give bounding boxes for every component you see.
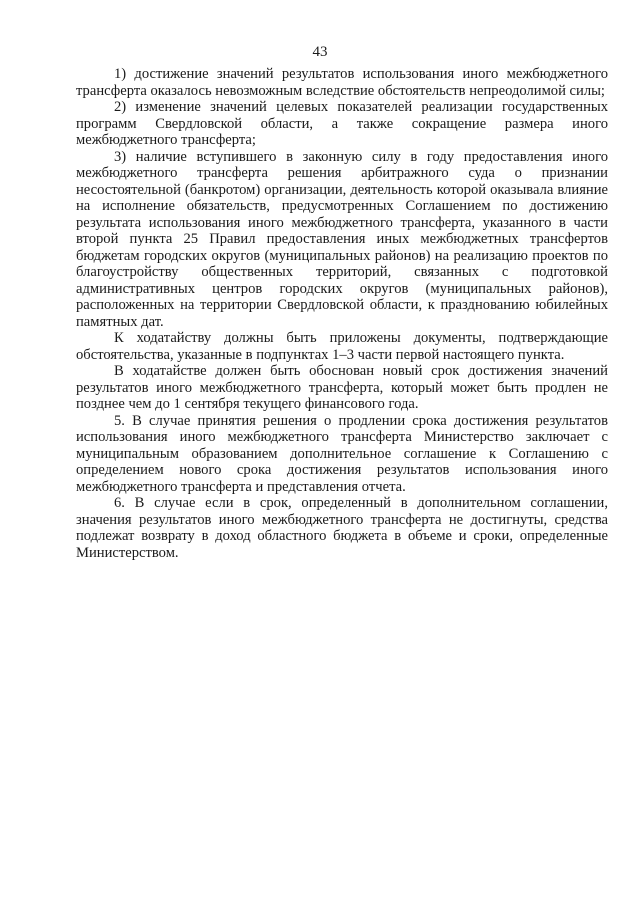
paragraph-subitem-2: 2) изменение значений целевых показателей реализации государственных программ Свердловской области, а также сокращение размера иного межбюджетного трансферта; — [76, 99, 608, 148]
paragraph-attachments: К ходатайству должны быть приложены документы, подтверждающие обстоятельства, указанные в подпунктах 1–3 части первой настоящего пункта. — [76, 330, 608, 363]
page-number: 43 — [312, 44, 328, 60]
paragraph-subitem-3: 3) наличие вступившего в законную силу в году предоставления иного межбюджетного трансферта решения арбитражного суда о признании несостоятельной (банкротом) организации, деятельность которой оказывала влияние на исполнение обязательств, предусмотренных Соглашением по достижению результата использования иного межбюджетного трансферта, указанного в части второй пункта 25 Правил предоставления иных межбюджетных трансфертов бюджетам городских округов (муниципальных районов) на реализацию проектов по благоустройству общественных территорий, связанных с подготовкой административных центров городских округов (муниципальных районов), расположенных на территории Свердловской области, к празднованию юбилейных памятных дат. — [76, 148, 608, 330]
paragraph-new-deadline: В ходатайстве должен быть обоснован новый срок достижения значений результатов иного межбюджетного трансферта, который может быть продлен не позднее чем до 1 сентября текущего финансового года. — [76, 363, 608, 412]
paragraph-subitem-1: 1) достижение значений результатов использования иного межбюджетного трансферта оказалось невозможным вследствие обстоятельств непреодолимой силы; — [76, 66, 608, 99]
document-body — [76, 66, 608, 561]
paragraph-item-5: 5. В случае принятия решения о продлении срока достижения результатов использования иного межбюджетного трансферта Министерство заключает с муниципальным образованием дополнительное соглашение к Соглашению с определением нового срока достижения результатов использования иного межбюджетного трансферта и представления отчета. — [76, 412, 608, 495]
paragraph-item-6: 6. В случае если в срок, определенный в дополнительном соглашении, значения результатов иного межбюджетного трансферта не достигнуты, средства подлежат возврату в доход областного бюджета в объеме и сроки, определенные Министерством. — [76, 495, 608, 561]
